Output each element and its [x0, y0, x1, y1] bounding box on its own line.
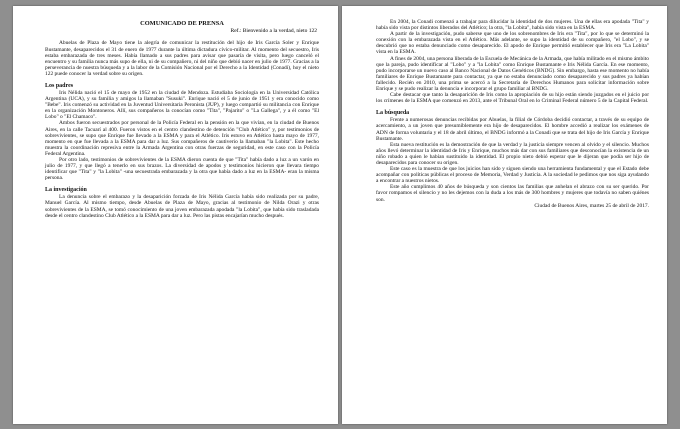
busqueda-paragraph-1: Frente a numerosas denuncias recibidas por Abuelas, la filial de Córdoba decidió contactar, a través de su equipo de acercamiento, a un joven que presumiblemente era hijo de desaparecidos. El hombre accedió a realizar los exámenes de ADN de forma voluntaria y el 18 de abril último, el BNDG informó a la Conadi que se trata del hijo de Iris García y Enrique Bustamante.	[376, 117, 649, 142]
section-heading-investigacion: La investigación	[45, 187, 87, 194]
conadi-paragraph-3: A fines de 2004, una persona liberada de la Escuela de Mecánica de la Armada, que había militado en el mismo ámbito que la pareja, pudo identificar al "Lobo" y a "la Lobita" como Enrique Bustamante e Iris Nélida García. En ese momento, pudo incorporarse un nuevo caso al Banco Nacional de Datos Genéticos (BNDG). Sin embargo, hasta ese momento no había familiares de Enrique Bustamante para contactar, ya que no estaba denunciado como desaparecido y sus padres ya habían fallecido. Recién en 2010, una prima se acercó a la Secretaría de Derechos Humanos para solicitar información sobre Enrique y se pudo realizar la denuncia e incorporar el grupo familiar al BNDG.	[376, 55, 649, 93]
reference-line: Ref.: Bienvenido a la verdad, nieto 122	[230, 28, 317, 34]
document-page-1	[13, 6, 338, 424]
conadi-paragraph-4: Cabe destacar que tanto la desaparición de Iris como la apropiación de su hijo están siendo juzgados en el juicio por los crímenes de la ESMA que comenzó en 2013, ante el Tribunal Oral en lo Criminal Federal número 5 de la Capital Federal.	[376, 92, 649, 105]
busqueda-paragraph-4: Este año cumplimos 40 años de búsqueda y son cientos las familias que anhelan el abrazo con su ser querido. Por favor rompamos el silencio y no les dejemos con la duda a los más de 300 hombres y mujeres que todavía no saben quiénes son.	[376, 184, 649, 203]
investigacion-paragraph-1: La denuncia sobre el embarazo y la desaparición forzada de Iris Nélida García había sido realizada por su padre, Manuel García. Al mismo tiempo, desde Abuelas de Plaza de Mayo, gracias al testimonio de Nilda Orazi y otras sobrevivientes de la ESMA, se tomó conocimiento de una joven embarazada apodada "la Lobita", que había sido trasladada desde el centro clandestino Club Atlético a la ESMA para dar a luz. Pero las pistas encajarían mucho después.	[45, 194, 319, 219]
document-page-2	[342, 6, 667, 424]
padres-paragraph-1: Iris Nélida nació el 15 de mayo de 1952 en la ciudad de Mendoza. Estudiaba Sociología en la Universidad Católica Argentina (UCA), y su familia y amigos la llamaban "Susuki". Enrique nació el 5 de junio de 1951 y era conocido como "Bebe". Iris comenzó su actividad en la Juventud Universitaria Peronista (JUP), y luego compartió su militancia con Enrique en la organización Montoneros. Allí, sus compañeros la conocían como "Tita", "Pajarito" o "La Gallega", y a él como "El Lobo" o "El Chamaco".	[45, 89, 319, 121]
busqueda-paragraph-3: Este caso es la muestra de que los juicios han sido y siguen siendo una herramienta fundamental y que el Estado debe acompañar con políticas públicas el proceso de Memoria, Verdad y Justicia. A la sociedad le pedimos que nos siga ayudando a encontrar a nuestros nietos.	[376, 166, 649, 185]
conadi-paragraph-1: En 2004, la Conadi comenzó a trabajar para dilucidar la identidad de dos mujeres. Una de ellas era apodada "Tita" y había sido vista por distintos liberados del Atlético; la otra, "la Lobita", había sido vista en la ESMA.	[376, 19, 649, 32]
section-heading-padres: Los padres	[45, 82, 74, 89]
busqueda-paragraph-2: Esta nueva restitución es la demostración de que la verdad y la justicia siempre vencen al olvido y el silencio. Muchos años llevó determinar la identidad de Iris y Enrique, muchos más dar con sus familiares que desconocían la existencia de un niño robado a quien le habían sustituido la identidad. El propio nieto debió esperar que le dijeran que podía ser hijo de desaparecidos para conocer su origen.	[376, 141, 649, 166]
section-heading-busqueda: La búsqueda	[376, 110, 410, 117]
conadi-paragraph-2: A partir de la investigación, pudo saberse que uno de los sobrenombres de Iris era "Tita", por lo que se determinó la conexión con la embarazada vista en el Atlético. Más adelante, se supo la identidad de su compañero, "el Lobo", y se descubrió que no estaba denunciado como desaparecido. El apodo de Enrique permitió establecer que Iris era "La Lobita" vista en la ESMA.	[376, 31, 649, 56]
padres-paragraph-3: Por otro lado, testimonios de sobrevivientes de la ESMA dieron cuenta de que "Tita" había dado a luz a un varón en julio de 1977, y que llegó a tenerlo en sus brazos. La diversidad de apodos y testimonios hicieron que llevara tiempo identificar que "Tita" y "la Lobita" -una secuestrada embarazada y la otra que había dado a luz en la ESMA- eran la misma persona.	[45, 157, 319, 182]
signature-date: Ciudad de Buenos Aires, martes 25 de abril de 2017.	[534, 202, 649, 209]
press-release-title: COMUNICADO DE PRENSA	[140, 20, 224, 27]
padres-paragraph-2: Ambos fueron secuestrados por personal de la Policía Federal en la pensión en la que vivían, en la ciudad de Buenos Aires, en la calle Tacuarí al 400. Fueron vistos en el centro clandestino de detención "Club Atlético" y, por testimonios de sobrevivientes, se supo que Enrique fue llevado a la ESMA y para el Atlético. Iris estuvo en Atlético hasta mayo de 1977, momento en que fue llevada a la ESMA para dar a luz. Sus compañeros de cautiverio la llamaban "la Lobita". Este hecho muestra la coordinación represiva entre la Armada Argentina con otras fuerzas de seguridad, en este caso con la Policía Federal Argentina.	[45, 120, 319, 157]
intro-paragraph: Abuelas de Plaza de Mayo tiene la alegría de comunicar la restitución del hijo de Iris García Soler y Enrique Bustamante, desaparecidos el 31 de enero de 1977 durante la última dictadura cívico-militar. Al momento del secuestro, Iris estaba embarazada de tres meses. Había llamado a sus padres para avisar que pasaría de visita, pero luego canceló el encuentro y su familia nunca más supo de ella, ni de su compañero, ni del niño que debió nacer en julio de 1977. Gracias a la perseverancia de nuestra búsqueda y a la labor de la Comisión Nacional por el Derecho a la Identidad (Conadi), hoy el nieto 122 puede conocer la verdad sobre su origen.	[45, 40, 319, 77]
